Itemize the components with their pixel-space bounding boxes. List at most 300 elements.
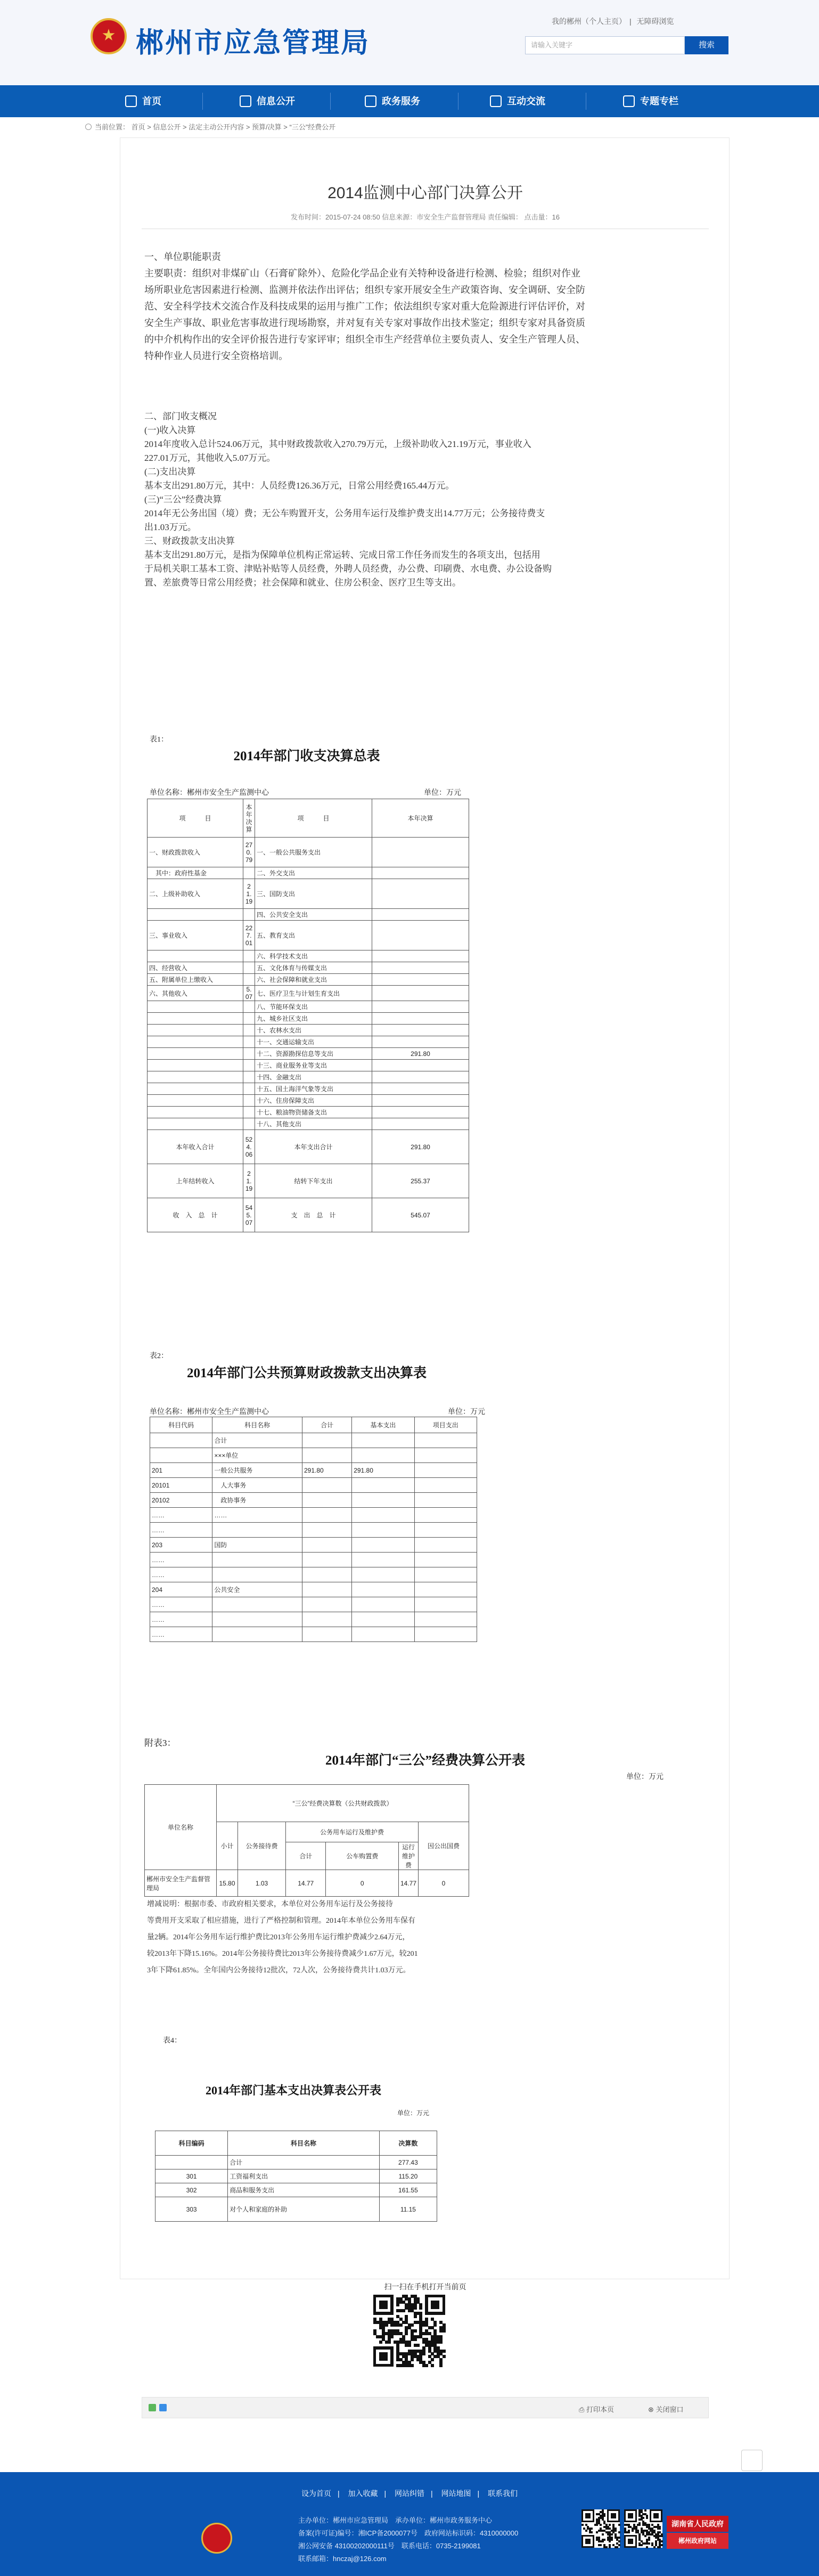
footer-links: 设为首页 | 加入收藏 | 网站纠错 | 网站地图 | 联系我们 (301, 2489, 518, 2498)
table-cell (352, 1553, 414, 1567)
qr-module (602, 2533, 604, 2536)
table-cell: 十七、粮油物资储备支出 (255, 1107, 372, 1118)
table-row (150, 1538, 477, 1553)
table-cell (372, 1013, 469, 1025)
topic-icon (623, 95, 635, 107)
table-cell: 5.07 (243, 986, 255, 1001)
table-cell (352, 1508, 414, 1523)
table-cell (212, 1553, 302, 1567)
table-cell: 十一、交通运输支出 (255, 1036, 372, 1048)
qr-module (603, 2539, 605, 2541)
section-duties (144, 249, 711, 364)
personal-homepage-link[interactable]: 我的郴州（个人主页） (552, 17, 626, 26)
table-cell (148, 1048, 243, 1060)
table-cell: 277.43 (379, 2156, 437, 2169)
qr-module (411, 2358, 414, 2361)
table4 (155, 2131, 437, 2222)
article-title: 2014监测中心部门决算公开 (327, 184, 523, 202)
paragraph-line: (三)“三公”经费决算 (144, 494, 222, 505)
table-cell: …… (150, 1612, 212, 1627)
table-cell (243, 1036, 255, 1048)
site-title[interactable]: 郴州市应急管理局 (136, 27, 371, 59)
chat-icon (490, 95, 502, 107)
table-cell (352, 1448, 414, 1463)
table-cell (148, 950, 243, 962)
paragraph-line: 2014年度收入总计524.06万元，其中财政拨款收入270.79万元，上级补助收入21.19万元，事业收入 (144, 439, 531, 449)
qr-module (600, 2544, 602, 2546)
table-cell (414, 1597, 477, 1612)
table-cell: 302 (155, 2183, 228, 2197)
table2-header: 科目代码 (150, 1417, 212, 1433)
footer-link-favorite[interactable]: 加入收藏 (348, 2489, 378, 2498)
table-cell (212, 1627, 302, 1642)
qr-module (591, 2528, 593, 2530)
table-cell: 227.01 (243, 921, 255, 950)
paragraph-line: 基本支出291.80万元，是指为保障单位机构正常运转、完成日常工作任务而发生的各项支出，包括用 (144, 550, 540, 560)
qr-module (439, 2341, 443, 2344)
table-cell (243, 1060, 255, 1071)
qr-module (439, 2364, 443, 2367)
table-row (150, 1582, 477, 1597)
table-cell: 二、外交支出 (255, 867, 372, 879)
table-cell: 一般公共服务 (212, 1463, 302, 1478)
qr-finder-pattern (379, 2352, 388, 2361)
table1-caption: 表1： (150, 736, 168, 744)
table-cell (243, 1001, 255, 1013)
qr-module (414, 2315, 417, 2318)
table-cell (148, 1001, 243, 1013)
table-cell: ×××单位 (212, 1448, 302, 1463)
table-row (148, 1083, 469, 1095)
table-cell (372, 962, 469, 974)
table-cell: 161.55 (379, 2183, 437, 2197)
table-row (150, 1463, 477, 1478)
footer-link-sitemap[interactable]: 网站地图 (441, 2489, 471, 2498)
table-cell: 人大事务 (212, 1478, 302, 1493)
table-row (148, 1060, 469, 1071)
table-cell: 其中：政府性基金 (148, 867, 243, 879)
table-cell (148, 909, 243, 921)
close-window-link[interactable]: ⊗ 关闭窗口 (648, 2406, 684, 2414)
qr-module (659, 2528, 661, 2530)
table-cell (372, 1095, 469, 1107)
table-cell: 五、附属单位上缴收入 (148, 974, 243, 986)
table-row (150, 1508, 477, 1523)
qr-finder-pattern (653, 2513, 659, 2518)
note-line: 较2013年下降15.16%。2014年公务接待费比2013年公务接待费减少1.67万元，较201 (147, 1950, 418, 1958)
qr-finder-pattern (611, 2513, 616, 2518)
main-nav (0, 85, 819, 117)
table-cell: 工资福利支出 (228, 2169, 380, 2183)
qr-module (618, 2544, 620, 2546)
table-cell: 三、国防支出 (255, 879, 372, 909)
table-row (150, 1612, 477, 1627)
nav-special-topics[interactable]: 专题专栏 (623, 85, 678, 117)
table-cell: 九、城乡社区支出 (255, 1013, 372, 1025)
qr-module (600, 2524, 602, 2526)
table-cell (372, 986, 469, 1001)
paragraph-line: 三、财政拨款支出决算 (144, 536, 235, 546)
table-cell (372, 909, 469, 921)
table-cell (414, 1553, 477, 1567)
table-row (148, 1013, 469, 1025)
table-cell (414, 1582, 477, 1597)
qr-module (605, 2546, 608, 2548)
table1-title: 2014年部门收支决算总表 (233, 749, 380, 763)
table3-cell: 郴州市安全生产监督管理局 (145, 1870, 217, 1897)
table-cell (372, 1001, 469, 1013)
paragraph-line: 基本支出291.80万元，其中：人员经费126.36万元，日常公用经费165.44万元。 (144, 481, 455, 491)
nav-info-public[interactable]: 信息公开 (240, 85, 295, 117)
table-cell (372, 1060, 469, 1071)
table-cell: 二、上级补助收入 (148, 879, 243, 909)
table-cell (372, 950, 469, 962)
qr-module (618, 2524, 620, 2526)
table2-unit: 单位：万元 (448, 1407, 485, 1416)
nav-divider (330, 93, 331, 110)
table4-unit: 单位：万元 (397, 2109, 430, 2117)
table-cell (302, 1582, 351, 1597)
table-cell (352, 1538, 414, 1553)
table3-header-unit: 单位名称 (145, 1785, 217, 1870)
qr-module (661, 2544, 663, 2546)
table-cell: 四、公共安全支出 (255, 909, 372, 921)
footer-link-homepage[interactable]: 设为首页 (301, 2489, 331, 2498)
table-cell (302, 1493, 351, 1508)
table-cell (150, 1448, 212, 1463)
table-cell (372, 1025, 469, 1036)
table-cell (148, 1083, 243, 1095)
table-cell (414, 1627, 477, 1642)
paragraph-line: 于局机关职工基本工资、津贴补贴等人员经费，外聘人员经费，办公费、印刷费、水电费、办公设备购 (144, 564, 552, 574)
table-row (148, 1118, 469, 1130)
table-cell (352, 1627, 414, 1642)
table-row (148, 1130, 469, 1164)
location-icon (85, 124, 92, 130)
footer-qr-code[interactable] (582, 2509, 620, 2548)
qr-module (414, 2338, 417, 2341)
note-line: 等费用开支采取了相应措施，进行了严格控制和管理。2014年本单位公务用车保有 (147, 1917, 415, 1925)
footer (0, 2472, 819, 2576)
table-row (148, 1036, 469, 1048)
qr-module (661, 2540, 663, 2542)
table2-header: 科目名称 (212, 1417, 302, 1433)
qr-module (659, 2546, 661, 2548)
table-cell (243, 1048, 255, 1060)
table3-note (147, 1896, 466, 1979)
table-cell (243, 1083, 255, 1095)
paragraph-line: 的中介机构作出的安全评价报告进行专家评审；组织全市生产经营单位主要负责人、安全生产管理人员、 (144, 334, 585, 345)
table3-header-car-maintenance: 运行维护费 (398, 1842, 418, 1870)
qr-module (433, 2323, 437, 2327)
table-cell: …… (212, 1508, 302, 1523)
table-row (148, 1071, 469, 1083)
table-cell (212, 1523, 302, 1538)
table3-cell: 0 (326, 1870, 399, 1897)
party-emblem-icon[interactable] (201, 2523, 232, 2554)
national-emblem-logo[interactable] (91, 18, 127, 54)
article-meta: 发布时间：2015-07-24 08:50 信息来源：市安全生产监督管理局 责任编辑： 点击量：16 (291, 213, 560, 221)
table-cell: 五、文化体育与传媒支出 (255, 962, 372, 974)
table-cell: 291.80 (372, 1130, 469, 1164)
table-cell (243, 909, 255, 921)
qr-module (419, 2306, 422, 2310)
qr-module (641, 2544, 643, 2546)
table-cell (302, 1508, 351, 1523)
table-cell (414, 1508, 477, 1523)
qr-finder-pattern (379, 2301, 388, 2309)
table-cell (372, 1071, 469, 1083)
qr-module (388, 2341, 391, 2344)
table-cell: 合计 (212, 1433, 302, 1448)
qr-module (422, 2352, 425, 2355)
table-cell: 商品和服务支出 (228, 2183, 380, 2197)
table3-cell: 14.77 (286, 1870, 326, 1897)
breadcrumb[interactable]: 当前位置： 首页 > 信息公开 > 法定主动公开内容 > 预算/决算 > “三公”经费公开 (85, 121, 335, 132)
table-row (148, 1107, 469, 1118)
table-row (148, 1025, 469, 1036)
table-cell (243, 1107, 255, 1118)
table-cell (372, 838, 469, 867)
table-cell (414, 1612, 477, 1627)
table-cell: 六、其他收入 (148, 986, 243, 1001)
print-page-link[interactable]: ⎙ 打印本页 (579, 2406, 615, 2414)
table-cell (212, 1612, 302, 1627)
footer-info-line: 主办单位：郴州市应急管理局 承办单位：郴州市政务服务中心 (298, 2516, 493, 2524)
table-cell (414, 1478, 477, 1493)
table-row (148, 962, 469, 974)
table-cell (148, 1107, 243, 1118)
table-cell: 对个人和家庭的补助 (228, 2197, 380, 2222)
nav-services[interactable]: 政务服务 (365, 85, 420, 117)
table-cell (148, 1025, 243, 1036)
nav-divider (202, 93, 203, 110)
qr-module (416, 2344, 420, 2347)
qr-module (644, 2509, 646, 2512)
note-line: 量2辆。2014年公务用车运行维护费比2013年公务用车运行维护费减少2.64万元， (147, 1933, 410, 1941)
qr-module (611, 2533, 613, 2536)
table1-header: 项 目 (148, 799, 243, 838)
table-cell (302, 1448, 351, 1463)
chenzhou-gov-badge[interactable]: 郴州政府网站 (667, 2533, 728, 2549)
table-cell (302, 1538, 351, 1553)
table-cell: …… (150, 1597, 212, 1612)
table-row (148, 1048, 469, 1060)
table-cell (243, 974, 255, 986)
table-cell: 八、节能环保支出 (255, 1001, 372, 1013)
paragraph-line: 出1.03万元。 (144, 522, 196, 532)
footer-info-line: 备案(许可证)编号：湘ICP备2000077号 政府网站标识码：4310000000 (298, 2529, 519, 2537)
table4-header: 科目编码 (155, 2131, 228, 2156)
table3-cell: 1.03 (238, 1870, 286, 1897)
accessibility-link[interactable]: 无障碍浏览 (636, 17, 674, 26)
table3 (144, 1784, 469, 1897)
table-cell: 十六、住房保障支出 (255, 1095, 372, 1107)
table4-header: 科目名称 (228, 2131, 380, 2156)
qr-module (609, 2540, 611, 2542)
table-cell (352, 1523, 414, 1538)
table-cell: 21.19 (243, 1164, 255, 1198)
table-cell (352, 1612, 414, 1627)
table-cell (243, 1095, 255, 1107)
table-row (148, 1095, 469, 1107)
table1 (147, 799, 469, 1232)
table-row (155, 2156, 437, 2169)
table-cell: 合计 (228, 2156, 380, 2169)
qr-label: 扫一扫在手机打开当前页 (384, 2282, 466, 2291)
table2-title: 2014年部门公共预算财政拨款支出决算表 (186, 1366, 427, 1380)
table2-header: 基本支出 (352, 1417, 414, 1433)
table-cell (352, 1493, 414, 1508)
table3-cell: 0 (419, 1870, 469, 1897)
table-cell: 七、医疗卫生与计划生育支出 (255, 986, 372, 1001)
paragraph-line: 2014年无公务出国（境）费；无公车购置开支，公务用车运行及维护费支出14.77万元；公务接待费支 (144, 508, 545, 518)
qr-module (618, 2540, 620, 2542)
table-row (150, 1523, 477, 1538)
share-icon[interactable] (159, 2404, 167, 2411)
qr-module (431, 2364, 434, 2367)
table-cell (372, 879, 469, 909)
qr-module (405, 2332, 408, 2335)
table-cell: 支 出 总 计 (255, 1198, 372, 1232)
table-row (150, 1448, 477, 1463)
qr-module (646, 2517, 648, 2519)
table-cell (414, 1538, 477, 1553)
paragraph-line: 场所职业危害因素进行检测、监测并依法作出评估；组织专家开展安全生产政策咨询、安全调研、安全防 (144, 285, 585, 295)
table-row (155, 2197, 437, 2222)
table-cell (372, 974, 469, 986)
qr-module (414, 2329, 417, 2333)
table-cell (150, 1433, 212, 1448)
table-row (148, 879, 469, 909)
table-cell: 203 (150, 1538, 212, 1553)
table-cell: 545.07 (372, 1198, 469, 1232)
table-row (150, 1433, 477, 1448)
table-cell: 291.80 (372, 1048, 469, 1060)
search-button[interactable]: 搜索 (685, 36, 728, 54)
search-input[interactable]: 请输入关键字 (525, 36, 685, 54)
table2-header: 合计 (302, 1417, 351, 1433)
close-icon: ⊗ (648, 2406, 656, 2414)
share-icon[interactable] (149, 2404, 156, 2411)
footer-link-contact[interactable]: 联系我们 (488, 2489, 518, 2498)
table-cell: 11.15 (379, 2197, 437, 2222)
footer-qr-code[interactable] (624, 2509, 662, 2548)
table-row (148, 867, 469, 879)
qr-module (642, 2517, 644, 2519)
footer-info-line: 湘公网安备 43100202000111号 联系电话：0735-2199081 (298, 2542, 481, 2550)
table1-header-row (148, 799, 469, 838)
table3-header-car: 公务用车运行及维护费 (286, 1822, 419, 1842)
footer-link-report-error[interactable]: 网站纠错 (395, 2489, 424, 2498)
table-row (155, 2183, 437, 2197)
qr-module (596, 2531, 598, 2533)
table-cell: 六、科学技术支出 (255, 950, 372, 962)
table-cell: 十四、金融支出 (255, 1071, 372, 1083)
qr-module (443, 2350, 446, 2353)
table-cell (372, 867, 469, 879)
table-cell (372, 1083, 469, 1095)
table-cell: 255.37 (372, 1164, 469, 1198)
table-cell: …… (150, 1508, 212, 1523)
qr-module (648, 2542, 650, 2545)
paragraph-line: 置、差旅费等日常公用经费；社会保障和就业、住房公积金、医疗卫生等支出。 (144, 578, 461, 588)
qr-module (396, 2303, 399, 2306)
qr-module (615, 2530, 617, 2532)
table3-title: 2014年部门“三公”经费决算公开表 (325, 1753, 525, 1768)
qr-finder-pattern (585, 2539, 591, 2544)
table-cell: 一、一般公共服务支出 (255, 838, 372, 867)
table3-unit: 单位：万元 (626, 1772, 664, 1781)
table4-header: 决算数 (379, 2131, 437, 2156)
table-cell (302, 1523, 351, 1538)
table-cell (243, 1025, 255, 1036)
qr-module (602, 2540, 604, 2542)
note-line: 增减说明：根据市委、市政府相关要求，本单位对公务用车运行及公务接待 (147, 1900, 393, 1908)
qr-module (402, 2309, 405, 2312)
qr-module (390, 2335, 394, 2338)
qr-module (596, 2524, 598, 2526)
table-cell (352, 1597, 414, 1612)
table-cell: 结转下年支出 (255, 1164, 372, 1198)
page-qr-code[interactable] (373, 2295, 445, 2367)
table-cell: 204 (150, 1582, 212, 1597)
header (0, 0, 819, 85)
table-cell (212, 1567, 302, 1582)
qr-module (646, 2546, 648, 2548)
table2-unit-name: 单位名称：郴州市安全生产监测中心 (150, 1407, 269, 1416)
nav-home[interactable]: 首页 (125, 85, 161, 117)
table3-cell: 15.80 (217, 1870, 238, 1897)
qr-module (618, 2537, 620, 2539)
table-cell (414, 1523, 477, 1538)
table-cell (148, 1095, 243, 1107)
table3-header-abroad: 因公出国费 (419, 1822, 469, 1870)
paragraph-line: 二、部门收支概况 (144, 411, 217, 421)
home-icon (125, 95, 137, 107)
table1-unit: 单位：万元 (424, 788, 461, 797)
wechat-icon[interactable] (741, 2450, 763, 2471)
table-cell (243, 1071, 255, 1083)
printer-icon: ⎙ (579, 2406, 587, 2414)
qr-module (399, 2323, 403, 2327)
table-cell (148, 1071, 243, 1083)
qr-module (425, 2364, 428, 2367)
table-cell (302, 1478, 351, 1493)
qr-finder-pattern (628, 2539, 633, 2544)
qr-module (582, 2524, 584, 2526)
share-bar (142, 2397, 709, 2418)
table2 (150, 1417, 477, 1642)
paragraph-line: 227.01万元，其他收入5.07万元。 (144, 453, 276, 463)
table-cell (243, 1013, 255, 1025)
table-cell: 收 入 总 计 (148, 1198, 243, 1232)
hunan-gov-badge[interactable]: 湖南省人民政府 (667, 2516, 728, 2532)
table4-title: 2014年部门基本支出决算表公开表 (205, 2084, 381, 2097)
table-row (148, 1198, 469, 1232)
table-cell: 本年支出合计 (255, 1130, 372, 1164)
table-row (150, 1597, 477, 1612)
table-cell (155, 2156, 228, 2169)
table3-header-group: “三公”经费决算数（公共财政拨款） (217, 1785, 469, 1822)
table-cell: …… (150, 1523, 212, 1538)
table-cell (414, 1448, 477, 1463)
table3-header-car-purchase: 公车购置费 (326, 1842, 399, 1870)
nav-interaction[interactable]: 互动交流 (490, 85, 545, 117)
qr-module (632, 2530, 634, 2532)
table2-header-row (150, 1417, 477, 1433)
qr-module (638, 2524, 641, 2526)
